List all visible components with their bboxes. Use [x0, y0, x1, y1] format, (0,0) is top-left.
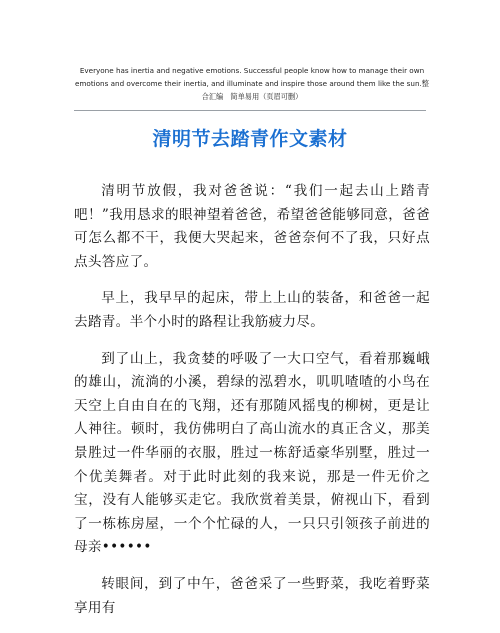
document-title: 清明节去踏青作文素材 [152, 128, 348, 150]
paragraph-4: 转眼间，到了中午，爸爸采了一些野菜，我吃着野菜享用有 [74, 575, 430, 616]
paragraph-3: 到了山上，我贪婪的呼吸了一大口空气，看着那巍峨的雄山，流淌的小溪，碧绿的泓碧水，叽叽喳喳的小鸟在天空上自由自在的飞翔，还有那随风摇曳的柳树，更是让人神往。顿时，我仿佛明白了高山流水的真正含义，那美景胜过一件华丽的衣服，胜过一栋舒适豪华别墅，胜过一个优美舞者。对于此时此刻的我来说，那是一件无价之宝，没有人能够买走它。我欣赏着美景，俯视山下，看到了一栋栋房屋，一个个忙碌的人，一只只引领孩子前进的母亲•••••• [74, 350, 430, 556]
header-divider [74, 110, 426, 111]
header-note: Everyone has inertia and negative emotions. Successful people know how to manage their own emotions and overcome their inertia, and illuminate and inspire those around them like the sun.整合汇编 简单易用（页眉可删） [75, 66, 429, 101]
paragraph-2: 早上，我早早的起床，带上上山的装备，和爸爸一起去踏青。半个小时的路程让我筋疲力尽。 [74, 290, 430, 330]
paragraph-1: 清明节放假，我对爸爸说：“我们一起去山上踏青吧！”我用恳求的眼神望着爸爸，希望爸爸能够同意，爸爸可怎么都不干，我便大哭起来，爸爸奈何不了我，只好点点头答应了。 [74, 183, 430, 270]
document-body [74, 180, 430, 633]
